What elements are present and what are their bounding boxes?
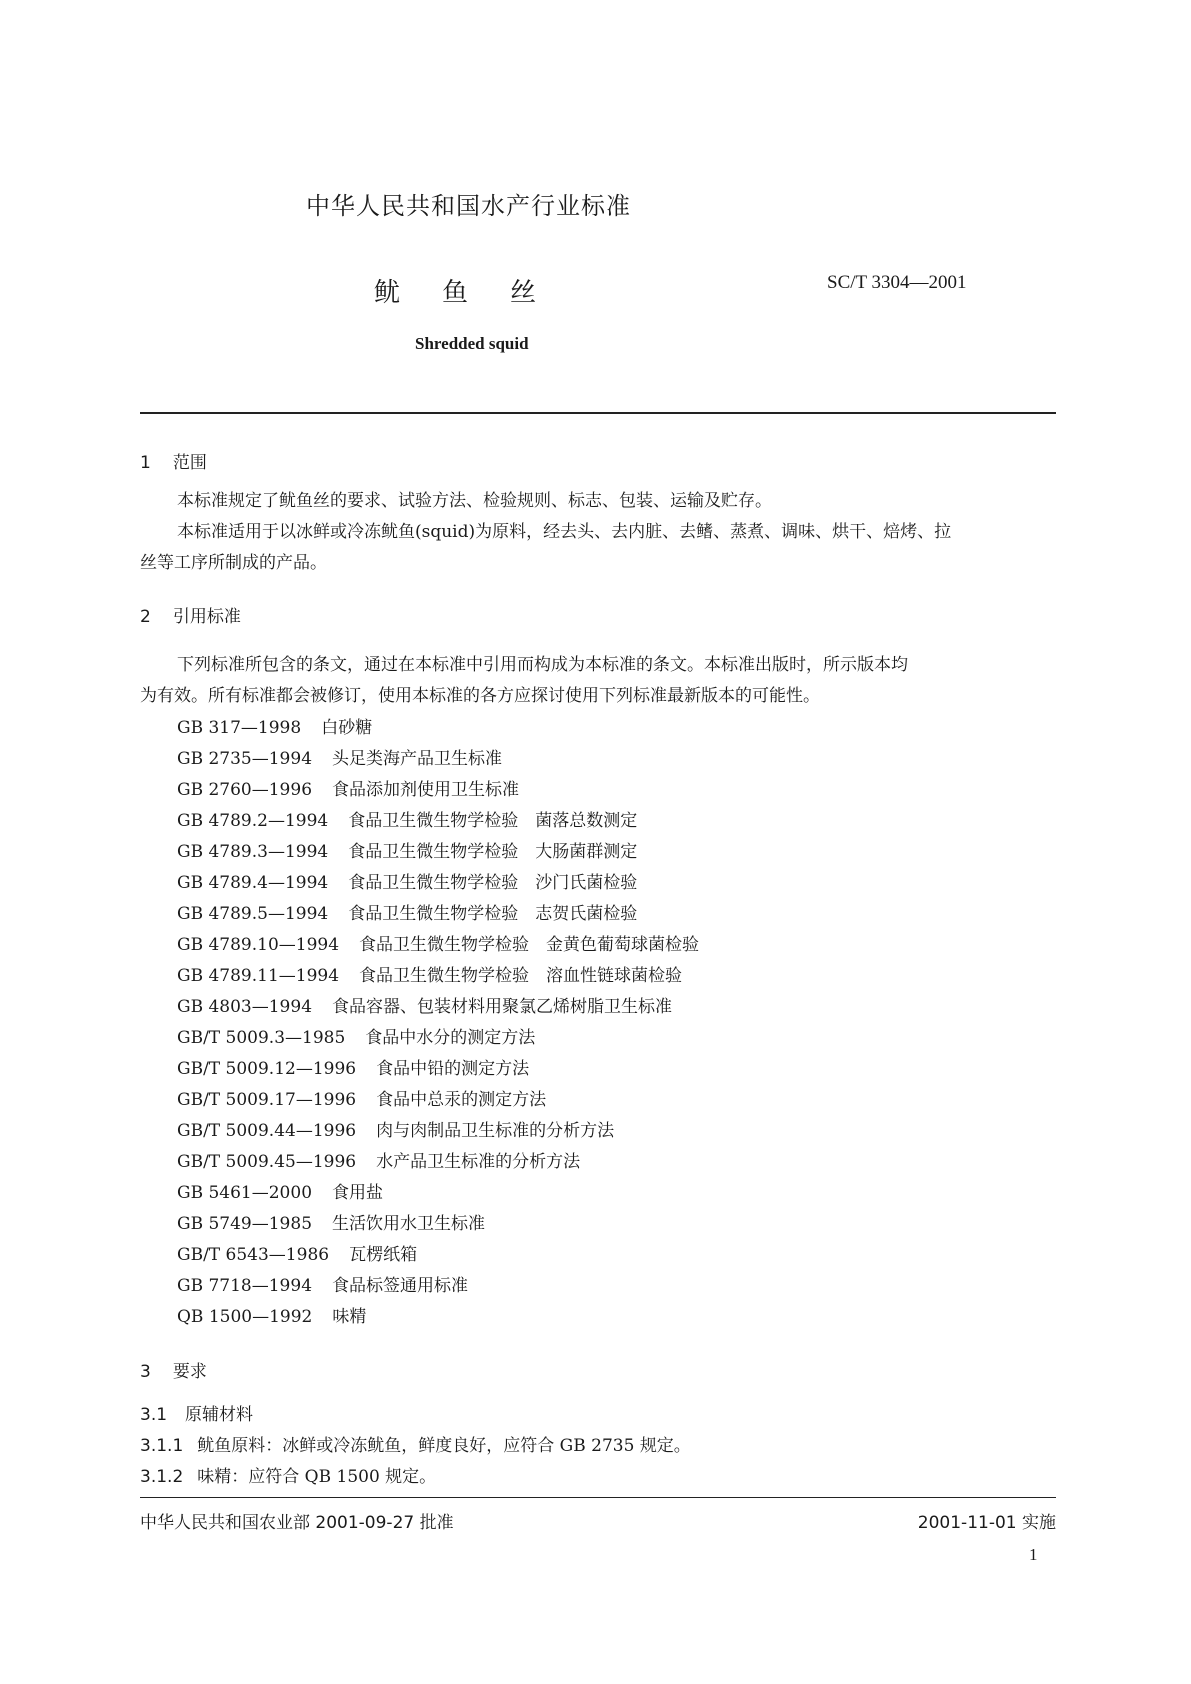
section-1-heading (140, 448, 207, 473)
reference-code: GB 4789.5—1994 (177, 904, 329, 924)
references-intro-line-1: 下列标准所包含的条文，通过在本标准中引用而构成为本标准的条文。本标准出版时，所示版本均 (177, 655, 908, 675)
reference-item (177, 1116, 614, 1141)
approval-line: 中华人民共和国农业部 2001-09-27 批准 (140, 1513, 454, 1533)
reference-name: 食用盐 (332, 1183, 384, 1203)
reference-code: GB 317—1998 (177, 718, 302, 738)
clause-3-1-1 (140, 1431, 691, 1462)
reference-code: GB 4789.4—1994 (177, 873, 329, 893)
reference-code: GB/T 5009.45—1996 (177, 1152, 357, 1172)
clause-3-1-2-text: 味精：应符合 QB 1500 规定。 (197, 1467, 437, 1487)
reference-item (177, 837, 637, 862)
reference-name: 食品添加剂使用卫生标准 (332, 780, 520, 800)
reference-code: GB/T 5009.44—1996 (177, 1121, 357, 1141)
header-divider (140, 412, 1056, 414)
reference-item (177, 992, 672, 1017)
scope-paragraph-2-line-1: 本标准适用于以冰鲜或冷冻鱿鱼(squid)为原料，经去头、去内脏、去鳍、蒸煮、调味、烘干、焙烤、拉 (177, 522, 952, 542)
reference-name: 食品卫生微生物学检验 菌落总数测定 (348, 811, 638, 831)
clause-3-1-text: 原辅材料 (185, 1405, 254, 1425)
references-intro-line-2: 为有效。所有标准都会被修订，使用本标准的各方应探讨使用下列标准最新版本的可能性。 (140, 686, 820, 706)
document-title: 鱿鱼丝 (374, 278, 579, 308)
section-3-heading (140, 1357, 207, 1382)
document-title-english: Shredded squid (415, 334, 529, 353)
reference-code: GB/T 5009.12—1996 (177, 1059, 357, 1079)
clause-3-1-1-text: 鱿鱼原料：冰鲜或冷冻鱿鱼，鲜度良好，应符合 GB 2735 规定。 (197, 1436, 691, 1456)
reference-code: GB 4789.3—1994 (177, 842, 329, 862)
reference-item (177, 930, 699, 955)
section-1-number: 1 (140, 453, 151, 473)
reference-code: GB 4789.10—1994 (177, 935, 340, 955)
reference-name: 食品中水分的测定方法 (365, 1028, 536, 1048)
reference-item (177, 1178, 383, 1203)
implementation-date: 2001-11-01 实施 (917, 1513, 1056, 1533)
reference-name: 食品中铅的测定方法 (376, 1059, 530, 1079)
reference-name: 肉与肉制品卫生标准的分析方法 (376, 1121, 615, 1141)
reference-name: 水产品卫生标准的分析方法 (376, 1152, 581, 1172)
reference-code: GB/T 6543—1986 (177, 1245, 330, 1265)
section-3-number: 3 (140, 1362, 151, 1382)
reference-item (177, 899, 637, 924)
reference-code: GB/T 5009.3—1985 (177, 1028, 346, 1048)
section-3-title: 要求 (172, 1362, 207, 1382)
footer-divider (140, 1497, 1056, 1498)
reference-code: GB 2735—1994 (177, 749, 313, 769)
reference-code: GB 4789.2—1994 (177, 811, 329, 831)
reference-code: GB 5461—2000 (177, 1183, 313, 1203)
page-number: 1 (1029, 1545, 1038, 1564)
reference-item (177, 1209, 485, 1234)
section-2-title: 引用标准 (172, 607, 241, 627)
reference-item (177, 1085, 546, 1110)
reference-code: QB 1500—1992 (177, 1307, 313, 1327)
reference-item (177, 961, 682, 986)
reference-name: 头足类海产品卫生标准 (332, 749, 503, 769)
reference-name: 食品卫生微生物学检验 金黄色葡萄球菌检验 (359, 935, 700, 955)
reference-code: GB 2760—1996 (177, 780, 313, 800)
issuing-organization: 中华人民共和国水产行业标准 (306, 192, 631, 220)
reference-name: 瓦楞纸箱 (349, 1245, 418, 1265)
reference-item (177, 1240, 417, 1265)
reference-code: GB 5749—1985 (177, 1214, 313, 1234)
section-1-title: 范围 (172, 453, 207, 473)
reference-name: 食品卫生微生物学检验 溶血性链球菌检验 (359, 966, 683, 986)
section-2-heading (140, 602, 241, 627)
reference-item (177, 1147, 580, 1172)
clause-3-1-2 (140, 1462, 436, 1493)
reference-item (177, 806, 637, 831)
clause-3-1-number: 3.1 (140, 1405, 168, 1425)
reference-item (177, 1054, 529, 1079)
reference-code: GB 7718—1994 (177, 1276, 313, 1296)
standard-code: SC/T 3304—2001 (827, 272, 967, 293)
reference-code: GB/T 5009.17—1996 (177, 1090, 357, 1110)
scope-paragraph-2-line-2: 丝等工序所制成的产品。 (140, 553, 327, 573)
reference-name: 生活饮用水卫生标准 (332, 1214, 486, 1234)
clause-3-1-1-number: 3.1.1 (140, 1436, 184, 1456)
reference-name: 白砂糖 (321, 718, 373, 738)
reference-item (177, 1023, 535, 1048)
clause-3-1-2-number: 3.1.2 (140, 1467, 184, 1487)
reference-code: GB 4803—1994 (177, 997, 313, 1017)
scope-paragraph-1: 本标准规定了鱿鱼丝的要求、试验方法、检验规则、标志、包装、运输及贮存。 (177, 491, 772, 511)
reference-item (177, 744, 502, 769)
reference-item (177, 775, 519, 800)
reference-name: 食品中总汞的测定方法 (376, 1090, 547, 1110)
reference-item (177, 868, 637, 893)
reference-code: GB 4789.11—1994 (177, 966, 340, 986)
reference-name: 食品卫生微生物学检验 沙门氏菌检验 (348, 873, 638, 893)
reference-item (177, 713, 372, 738)
clause-3-1 (140, 1400, 253, 1431)
reference-name: 食品标签通用标准 (332, 1276, 469, 1296)
reference-name: 食品容器、包装材料用聚氯乙烯树脂卫生标准 (332, 997, 673, 1017)
section-2-number: 2 (140, 607, 151, 627)
reference-name: 食品卫生微生物学检验 大肠菌群测定 (348, 842, 638, 862)
reference-name: 味精 (332, 1307, 367, 1327)
reference-item (177, 1271, 468, 1296)
reference-item (177, 1302, 366, 1327)
reference-name: 食品卫生微生物学检验 志贺氏菌检验 (348, 904, 638, 924)
